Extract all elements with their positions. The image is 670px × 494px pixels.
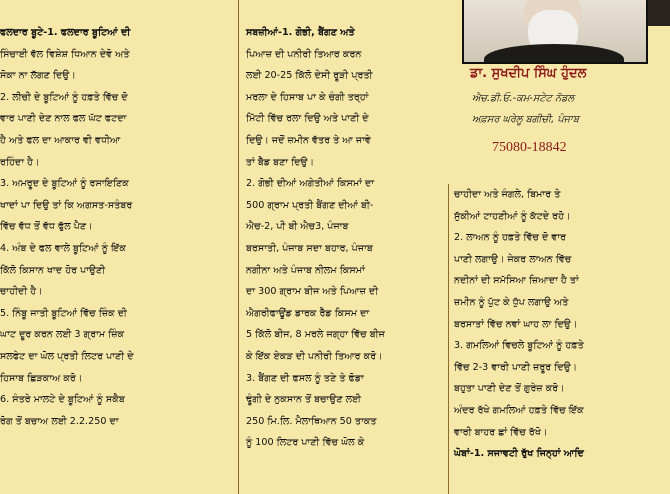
text-line: ਪਿਆਜ਼ ਦੀ ਪਨੀਰੀ ਤਿਆਰ ਕਰਨ: [246, 48, 362, 60]
text-line: ਫਲਦਾਰ ਬੂਟੇ-1. ਫਲਦਾਰ ਬੂਟਿਆਂ ਦੀ: [0, 27, 131, 38]
text-line: 500 ਗ੍ਰਾਮ ਪ੍ਰਤੀ ਬੈਂਗਣ ਦੀਆਂ ਬੀ-: [246, 199, 374, 211]
column-divider: [448, 184, 449, 494]
text-line: 4. ਅੰਬ ਦੇ ਫਲ ਵਾਲੇ ਬੂਟਿਆਂ ਨੂੰ ਇੱਕ: [0, 242, 126, 254]
text-line: ਅੰਦਰ ਰੱਖੇ ਗਮਲਿਆਂ ਹਫ਼ਤੇ ਵਿੱਚ ਇੱਕ: [454, 404, 584, 416]
text-line: ਦਾ 300 ਗ੍ਰਾਮ ਬੀਜ ਅਤੇ ਪਿਆਜ਼ ਦੀ: [246, 286, 379, 298]
column-vegetables: [246, 22, 456, 454]
text-line: ਹੈ ਅਤੇ ਫਲ ਦਾ ਆਕਾਰ ਵੀ ਵਧੀਆ: [0, 134, 121, 146]
text-line: 6. ਸੰਤਰੇ ਮਾਲਟੇ ਦੇ ਬੂਟਿਆਂ ਨੂੰ ਸਕੈਬ: [0, 394, 125, 406]
text-line: ਸਬਜ਼ੀਆਂ-1. ਗੋਭੀ, ਬੈਂਗਣ ਅਤੇ: [246, 27, 355, 38]
text-line: ਪਾਣੀ ਲਗਾਉ। ਜੇਕਰ ਲਾਅਨ ਵਿੱਚ: [454, 253, 572, 265]
text-line: ਸੋਕਾ ਨਾ ਲੱਗਣ ਦਿਉ।: [0, 70, 76, 82]
text-line: ਲਈ 20-25 ਕਿੱਲੋ ਦੇਸੀ ਰੂੜੀ ਪ੍ਰਤੀ: [246, 70, 373, 82]
text-line: ਹਿਸਾਬ ਛਿੜਕਾਅ ਕਰੋ।: [0, 372, 83, 384]
text-line: 3. ਅਮਰੂਦ ਦੇ ਬੂਟਿਆਂ ਨੂੰ ਰਸਾਇਣਿਕ: [0, 178, 129, 190]
column-fruit-plants: [0, 22, 232, 432]
text-line: ਘਾਟ ਦੂਰ ਕਰਨ ਲਈ 3 ਗ੍ਰਾਮ ਜ਼ਿੰਕ: [0, 329, 125, 341]
text-line: ਬਹੁਤਾ ਪਾਣੀ ਦੇਣ ਤੋਂ ਗੁਰੇਜ਼ ਕਰੋ।: [454, 383, 565, 395]
text-line: ਦਿਉ। ਜਦੋਂ ਜ਼ਮੀਨ ਵੱਤਰ ਤੇ ਆ ਜਾਵੇ: [246, 134, 371, 146]
text-line: ਚਾਹੀਦੀ ਹੈ।: [0, 286, 43, 298]
text-line: 2. ਲਾਅਨ ਨੂੰ ਹਫ਼ਤੇ ਵਿੱਚ ਦੋ ਵਾਰ: [454, 232, 567, 244]
designation-line-1: ਐਚ.ਡੀ.ਓ.-ਕਮ-ਸਟੇਟ ਨੋਡਲ: [472, 93, 575, 104]
text-line: 2. ਲੀਚੀ ਦੇ ਬੂਟਿਆਂ ਨੂੰ ਹਫ਼ਤੇ ਵਿੱਚ ਦੋ: [0, 91, 128, 103]
text-line: ਕੇ ਇੱਕ ਏਕੜ ਦੀ ਪਨੀਰੀ ਤਿਆਰ ਕਰੋ।: [246, 350, 383, 362]
designation-line-2: ਅਫ਼ਸਰ ਘਰੇਲੂ ਬਗੀਚੀ, ਪੰਜਾਬ: [472, 114, 579, 125]
text-line: ਘੋਬਾਂ-1. ਸਜਾਵਟੀ ਰੁੱਖ ਜਿਨ੍ਹਾਂ ਆਦਿ: [454, 448, 584, 460]
text-line: ਵਾਰੀ ਬਾਹਰ ਛਾਂ ਵਿੱਚ ਰੱਖੋ।: [454, 426, 548, 438]
text-line: ਚਾਹੀਦਾ ਅਤੇ ਜੰਗਲੇ, ਬਿਮਾਰ ਤੇ: [454, 189, 561, 200]
author-designation: [472, 88, 668, 130]
text-line: ਢੂੰਗੀ ਦੇ ਨੁਕਸਾਨ ਤੋਂ ਬਚਾਉਣ ਲਈ: [246, 394, 362, 406]
text-line: ਨਦੀਨਾਂ ਦੀ ਸਮੱਸਿਆ ਜ਼ਿਆਦਾ ਹੈ ਤਾਂ: [454, 275, 579, 287]
background-shadow: [648, 0, 670, 26]
text-line: 3. ਬੈਂਗਣ ਦੀ ਫਸਲ ਨੂੰ ਤਣੇ ਤੇ ਫੋਡਾ: [246, 372, 364, 384]
text-line: 5. ਨਿੰਬੂ ਜਾਤੀ ਬੂਟਿਆਂ ਵਿੱਚ ਜ਼ਿੰਕ ਦੀ: [0, 307, 127, 319]
text-line: ਨਗੀਨਾ ਅਤੇ ਪੰਜਾਬ ਨੀਲਮ ਕਿਸਮਾਂ: [246, 264, 365, 276]
text-line: ਵਿੱਚ 2-3 ਵਾਰੀ ਪਾਣੀ ਜ਼ਰੂਰ ਦਿਉ।: [454, 361, 578, 373]
text-line: ਵਾਰ ਪਾਣੀ ਦੇਣ ਨਾਲ ਫਲ ਘੱਟ ਫਟਦਾ: [0, 113, 127, 125]
text-line: ਐਚ-2, ਪੀ ਬੀ ਐਚ3, ਪੰਜਾਬ: [246, 221, 349, 233]
column-garden: [454, 184, 670, 465]
text-line: 2. ਗੋਭੀ ਦੀਆਂ ਅਗੇਤੀਆਂ ਕਿਸਮਾਂ ਦਾ: [246, 178, 375, 190]
text-line: ਸਿੰਚਾਈ ਵੱਲ ਵਿਸ਼ੇਸ਼ ਧਿਆਨ ਦੇਵੋ ਅਤੇ: [0, 48, 130, 60]
text-line: 250 ਮਿ.ਲਿ. ਮੈਲਾਥਿਆਨ 50 ਤਾਕਤ: [246, 415, 377, 427]
author-shirt: [484, 44, 624, 64]
text-line: ਮਰਲਾ ਦੇ ਹਿਸਾਬ ਪਾ ਕੇ ਚੰਗੀ ਤਰ੍ਹਾਂ: [246, 91, 369, 103]
text-line: ਸਲਫੇਟ ਦਾ ਘੋਲ ਪ੍ਰਤੀ ਲਿਟਰ ਪਾਣੀ ਦੇ: [0, 350, 134, 362]
text-line: 5 ਕਿੱਲੋ ਬੀਜ, 8 ਮਰਲੇ ਜਗ੍ਹਾ ਵਿੱਚ ਬੀਜ: [246, 329, 385, 341]
column-divider: [238, 0, 239, 494]
text-line: ਰੋਗ ਤੋਂ ਬਚਾਅ ਲਈ 2.2.250 ਦਾ: [0, 415, 119, 427]
text-line: ਰਹਿੰਦਾ ਹੈ।: [0, 156, 40, 168]
text-line: ਸੁੱਕੀਆਂ ਟਾਹਣੀਆਂ ਨੂੰ ਕੱਟਦੇ ਰਹੋ।: [454, 210, 571, 222]
text-line: ਤਾਂ ਬੈੱਡ ਬਣਾ ਦਿਉ।: [246, 156, 315, 168]
text-line: ਐਗਰੀਫਾਊਂਡ ਡਾਰਕ ਰੈੱਡ ਕਿਸਮ ਦਾ: [246, 307, 370, 319]
author-phone: 75080-18842: [492, 140, 567, 155]
text-line: ਜ਼ਮੀਨ ਨੂੰ ਪੁੱਟ ਕੇ ਧੁੱਪ ਲਗਾਉ ਅਤੇ: [454, 296, 569, 308]
text-line: 3. ਗਮਲਿਆਂ ਵਿਚਲੇ ਬੂਟਿਆਂ ਨੂੰ ਹਫ਼ਤੇ: [454, 340, 584, 352]
author-name: ਡਾ. ਸੁਖਦੀਪ ਸਿੰਘ ਹੁੰਦਲ: [470, 66, 587, 81]
text-line: ਬਰਸਾਤਾਂ ਵਿੱਚ ਨਵਾਂ ਘਾਹ ਲਾ ਦਿਉ।: [454, 318, 578, 330]
text-line: ਕਿੱਲੋ ਕਿਸਾਨ ਖਾਦ ਹੋਰ ਪਾਉਣੀ: [0, 264, 106, 276]
text-line: ਮਿੱਟੀ ਵਿੱਚ ਰਲਾ ਦਿਉ ਅਤੇ ਪਾਣੀ ਦੇ: [246, 113, 369, 125]
author-photo: [462, 0, 648, 64]
text-line: ਨੂੰ 100 ਲਿਟਰ ਪਾਣੀ ਵਿੱਚ ਘੋਲ ਕੇ: [246, 437, 365, 449]
text-line: ਵਿੱਚ ਵੱਧ ਤੋਂ ਵੱਧ ਫੁੱਲ ਪੈਣ।: [0, 221, 93, 233]
text-line: ਖਾਦਾਂ ਪਾ ਦਿਉ ਤਾਂ ਕਿ ਅਗਸਤ-ਸਤੰਬਰ: [0, 199, 133, 211]
text-line: ਬਰਸਾਤੀ, ਪੰਜਾਬ ਸਦਾ ਬਹਾਰ, ਪੰਜਾਬ: [246, 242, 373, 254]
